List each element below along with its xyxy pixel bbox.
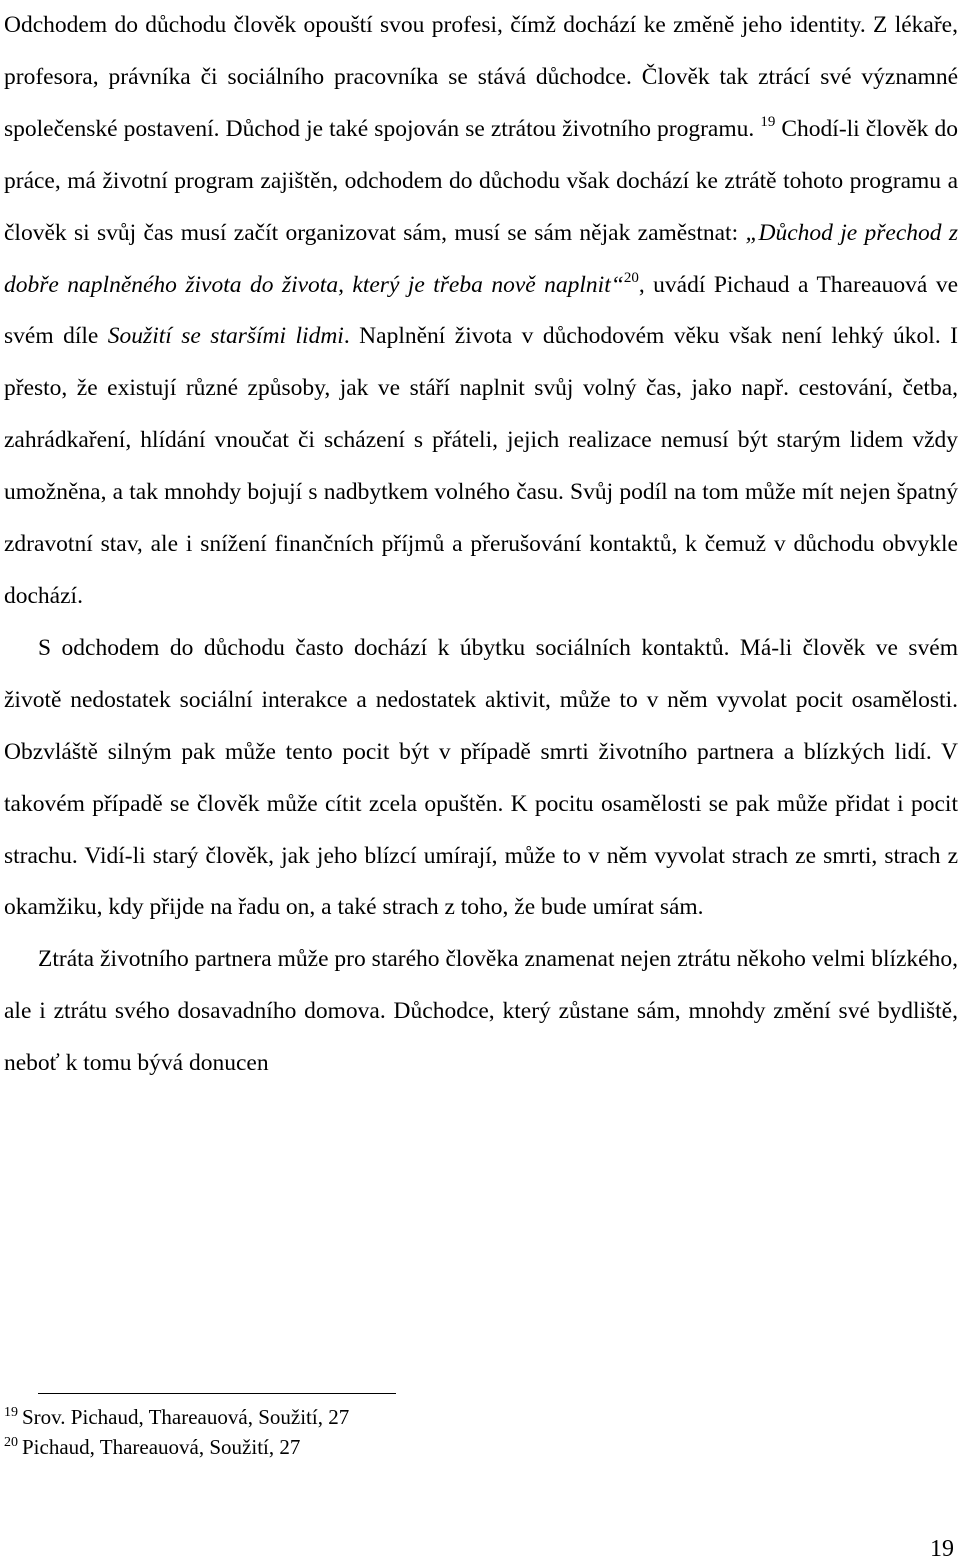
- footnote-19: [4, 1402, 704, 1432]
- paragraph-1-text-a: Odchodem do důchodu člověk opouští svou profesi, čímž dochází ke změně jeho identity. Z lékaře, profesora, právníka či sociálního pracovníka se stává důchodce. Člověk tak ztrácí své významné společenské postavení. Důchod je také spojován se ztrátou životního programu.: [4, 12, 958, 142]
- footnote-number: 20: [4, 1435, 18, 1450]
- quote-italic: „Důchod je přechod z dobře naplněného života do života, který je třeba nově naplnit“: [4, 219, 958, 298]
- footnote-text: Pichaud, Thareauová, Soužití, 27: [22, 1435, 301, 1459]
- footnote-20: [4, 1432, 704, 1462]
- page-number: 19: [930, 1536, 954, 1562]
- paragraph-1-text-b: Chodí-li člověk do práce, má životní program zajištěn, odchodem do důchodu však dochází ke ztrátě tohoto programu a člověk si svůj čas musí začít organizovat sám, musí se sám nějak zaměstnat:: [4, 115, 958, 246]
- paragraph-3: Ztráta životního partnera může pro starého člověka znamenat nejen ztrátu někoho velmi blízkého, ale i ztrátu svého dosavadního domova. Důchodce, který zůstane sám, mnohdy změní své bydliště, neboť k tomu bývá donucen: [4, 946, 958, 1077]
- footnote-text: Srov. Pichaud, Thareauová, Soužití, 27: [22, 1405, 350, 1429]
- footnotes: [4, 1402, 704, 1462]
- footnote-number: 19: [4, 1405, 18, 1420]
- paragraph-1-text-c: , uvádí Pichaud a Thareauová ve svém díle: [4, 271, 958, 350]
- paragraph-2: S odchodem do důchodu často dochází k úbytku sociálních kontaktů. Má-li člověk ve svém životě nedostatek sociální interakce a nedostatek aktivit, může to v něm vyvolat pocit osamělosti. Obzvláště silným pak může tento pocit být v případě smrti životního partnera a blízkých lidí. V takovém případě se člověk může cítit zcela opuštěn. K pocitu osamělosti se pak může přidat i pocit strachu. Vidí-li starý člověk, jak jeho blízcí umírají, může to v něm vyvolat strach ze smrti, strach z okamžiku, kdy přijde na řadu on, a také strach z toho, že bude umírat sám.: [4, 634, 958, 921]
- body-text: [4, 0, 958, 1090]
- paragraph-1-text-d: . Naplnění života v důchodovém věku však není lehký úkol. I přesto, že existují různé způsoby, jak ve stáří naplnit svůj volný čas, jako např. cestování, četba, zahrádkaření, hlídání vnoučat či scházení s přáteli, jejich realizace nemusí být starým lidem vždy umožněna, a tak mnohdy bojují s nadbytkem volného času. Svůj podíl na tom může mít nejen špatný zdravotní stav, ale i snížení finančních příjmů a přerušování kontaktů, k čemuž v důchodu obvykle dochází.: [4, 323, 959, 609]
- footnote-divider: [38, 1393, 396, 1394]
- paragraph-1: [4, 0, 958, 623]
- footnote-ref-19[interactable]: 19: [760, 113, 776, 130]
- work-title-italic: Soužití se staršími lidmi: [107, 323, 344, 350]
- footnote-ref-20[interactable]: 20: [623, 269, 639, 286]
